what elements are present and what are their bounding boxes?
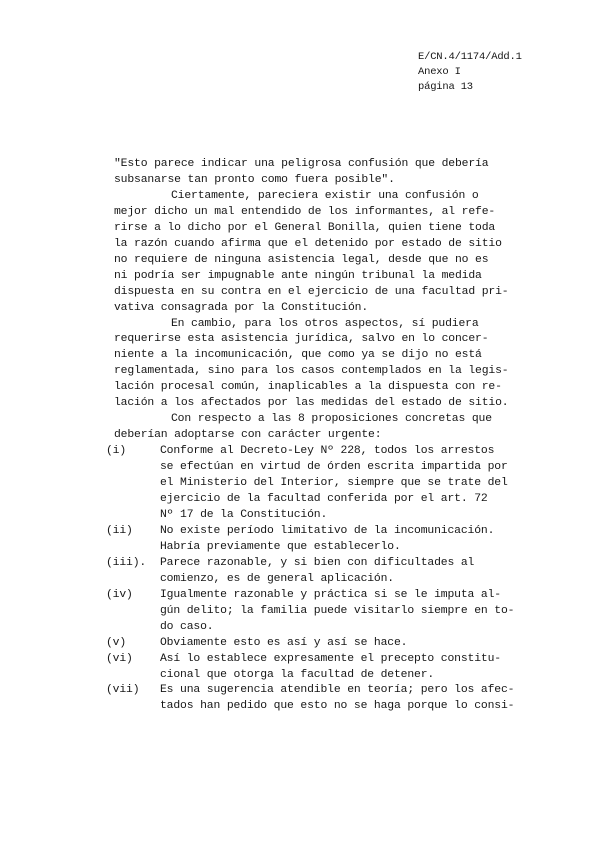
text-line: vativa consagrada por la Constitución. bbox=[114, 301, 369, 314]
item-number: (iii). bbox=[106, 556, 147, 569]
text-line: no requiere de ninguna asistencia legal, desde que no es bbox=[114, 253, 489, 266]
text-line: cional que otorga la facultad de detener. bbox=[160, 668, 435, 681]
text-line: lación a los afectados por las medidas del estado de sitio. bbox=[114, 397, 509, 410]
paragraph-legal-assistance bbox=[114, 317, 514, 413]
paragraph-confusion bbox=[114, 189, 514, 317]
page-header bbox=[418, 50, 522, 95]
text-line: ejercicio de la facultad conferida por el art. 72 bbox=[160, 493, 488, 506]
text-line: Obviamente esto es así y así se hace. bbox=[160, 636, 408, 649]
text-line: En cambio, para los otros aspectos, sí pudiera bbox=[171, 317, 479, 330]
text-line: gún delito; la familia puede visitarlo siempre en to- bbox=[160, 604, 515, 617]
list-item bbox=[106, 588, 515, 636]
document-symbol: E/CN.4/1174/Add.1 bbox=[418, 51, 522, 63]
annex-label: Anexo I bbox=[418, 66, 461, 78]
paragraph-quote bbox=[114, 157, 514, 189]
document-body bbox=[106, 157, 515, 715]
text-line: se efectúan en virtud de órden escrita impartida por bbox=[160, 461, 508, 474]
text-line: Parece razonable, y si bien con dificultades al bbox=[160, 556, 475, 569]
text-line: lación procesal común, inaplicables a la dispuesta con re- bbox=[114, 381, 502, 394]
page-number: página 13 bbox=[418, 81, 473, 93]
text-line: Así lo establece expresamente el precepto constitu- bbox=[160, 652, 501, 665]
list-item bbox=[106, 636, 514, 652]
text-line: subsanarse tan pronto como fuera posible". bbox=[114, 173, 395, 186]
text-line: Con respecto a las 8 proposiciones concretas que bbox=[171, 413, 492, 426]
list-item bbox=[106, 683, 515, 715]
item-number: (v) bbox=[106, 636, 127, 649]
text-line: tados han pedido que esto no se haga porque lo consi- bbox=[160, 700, 515, 713]
item-number: (vii) bbox=[106, 684, 140, 697]
item-number: (iv) bbox=[106, 588, 133, 601]
list-item bbox=[106, 652, 514, 684]
item-number: (vi) bbox=[106, 652, 133, 665]
text-line: niente a la incomunicación, que como ya se dijo no está bbox=[114, 349, 482, 362]
text-line: mejor dicho un mal entendido de los informantes, al refe- bbox=[114, 205, 496, 218]
text-line: "Esto parece indicar una peligrosa confusión que debería bbox=[114, 158, 489, 170]
text-line: No existe período limitativo de la incomunicación. bbox=[160, 524, 495, 537]
text-line: Conforme al Decreto-Ley Nº 228, todos los arrestos bbox=[160, 445, 495, 458]
text-line: el Ministerio del Interior, siempre que se trate del bbox=[160, 477, 508, 490]
text-line: Igualmente razonable y práctica si se le imputa al- bbox=[160, 588, 501, 601]
list-item bbox=[106, 524, 514, 556]
paragraph-proposals-intro bbox=[114, 412, 514, 444]
text-line: comienzo, es de general aplicación. bbox=[160, 572, 394, 585]
text-line: requerirse esta asistencia jurídica, salvo en lo concer- bbox=[114, 333, 489, 346]
text-line: deberían adoptarse con carácter urgente: bbox=[114, 429, 382, 442]
text-line: Habría previamente que establecerlo. bbox=[160, 540, 401, 553]
text-line: Es una sugerencia atendible en teoría; pero los afec- bbox=[160, 684, 515, 697]
item-number: (ii) bbox=[106, 524, 133, 537]
text-line: Nº 17 de la Constitución. bbox=[160, 508, 328, 521]
text-line: dispuesta en su contra en el ejercicio de una facultad pri- bbox=[114, 285, 509, 298]
list-item bbox=[106, 444, 514, 524]
text-line: la razón cuando afirma que el detenido por estado de sitio bbox=[114, 237, 502, 250]
text-line: rirse a lo dicho por el General Bonilla, quien tiene toda bbox=[114, 221, 496, 234]
item-number: (i) bbox=[106, 445, 127, 458]
text-line: Ciertamente, pareciera existir una confusión o bbox=[171, 189, 479, 202]
list-item bbox=[106, 556, 514, 588]
text-line: reglamentada, sino para los casos contemplados en la legis- bbox=[114, 365, 509, 378]
text-line: ni podría ser impugnable ante ningún tribunal la medida bbox=[114, 269, 482, 282]
text-line: do caso. bbox=[160, 620, 214, 633]
